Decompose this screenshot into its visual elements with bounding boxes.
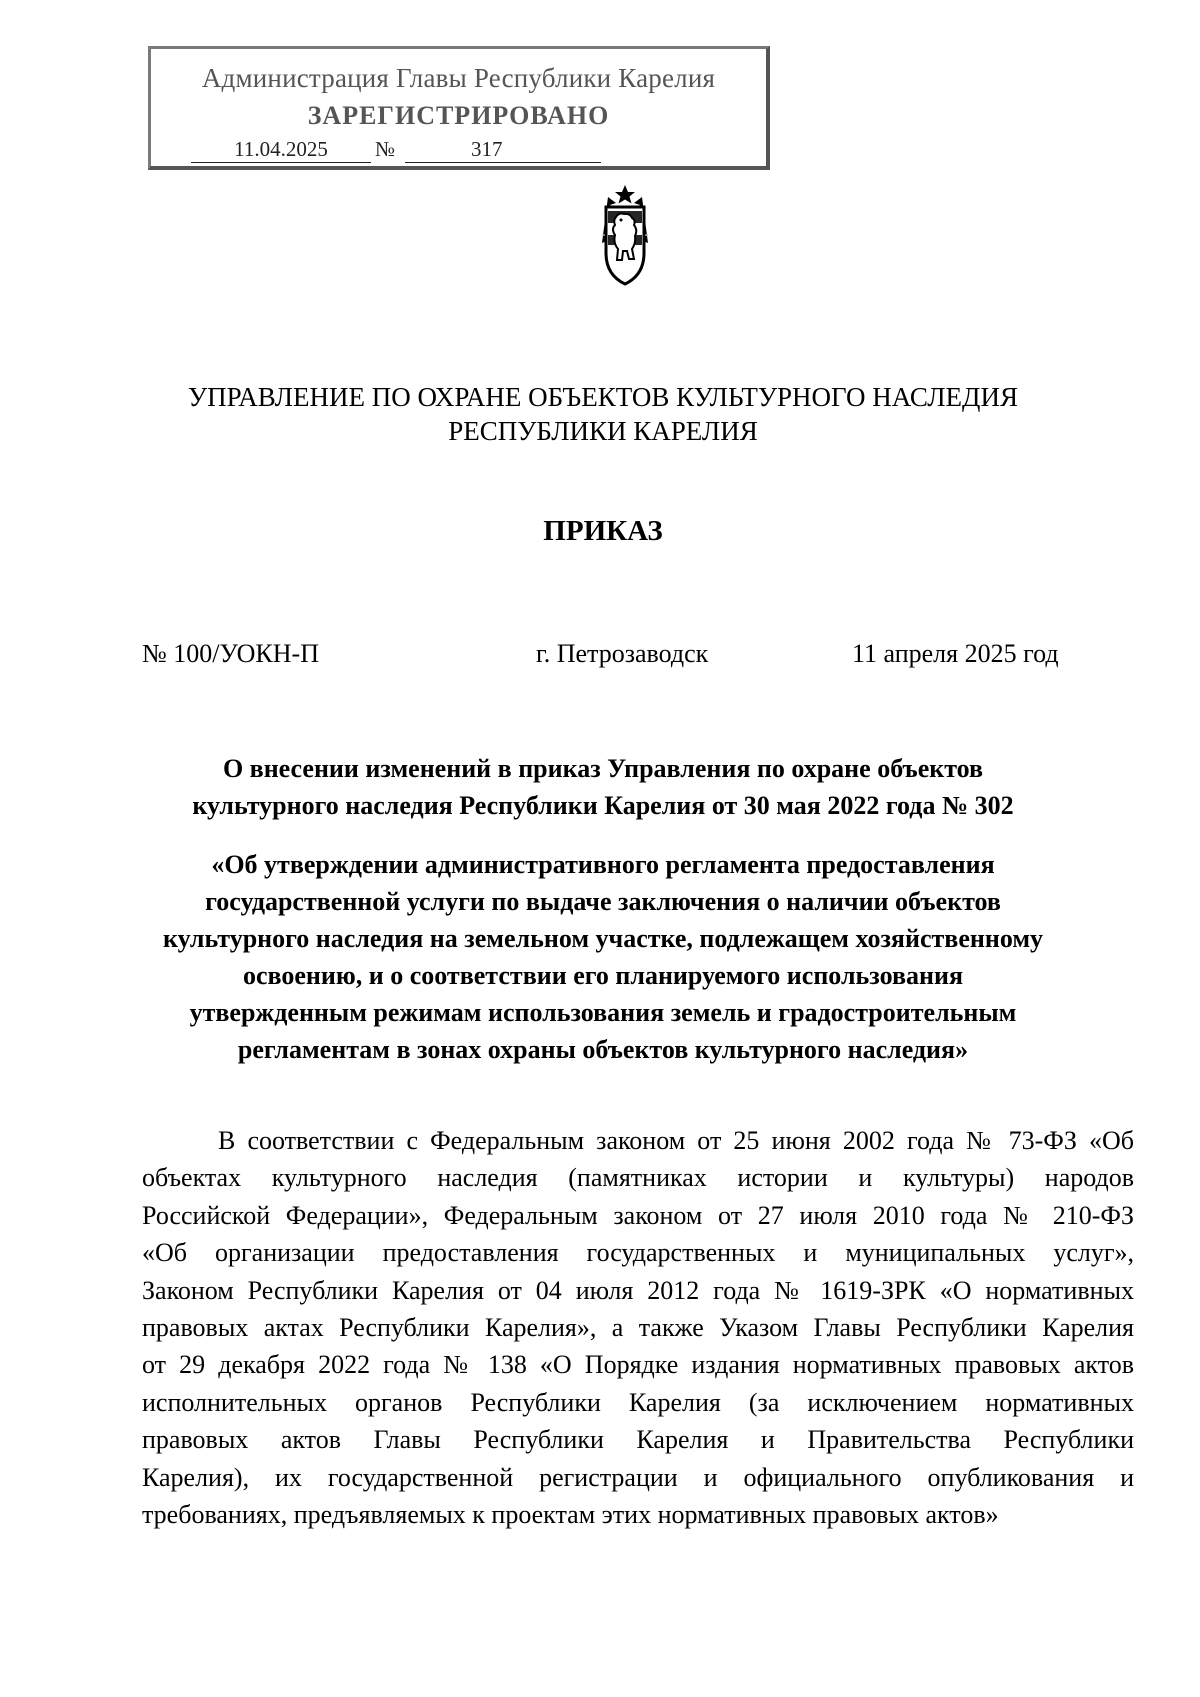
body-line: Российской Федерации», Федеральным законом от 27 июля 2010 года № 210-ФЗ [142,1200,1134,1230]
body-line: правовых актов Главы Республики Карелия и Правительства Республики [142,1425,1134,1455]
stamp-date: 11.04.2025 [191,137,371,163]
body-line: «Об организации предоставления государственных и муниципальных услуг», [142,1238,1134,1268]
stamp-registered-label: ЗАРЕГИСТРИРОВАНО [307,101,610,130]
body-paragraph [142,1122,1134,1533]
body-line: В соответствии с Федеральным законом от 25 июня 2002 года № 73-ФЗ «Об [218,1126,1134,1155]
document-type: ПРИКАЗ [543,515,663,547]
body-line: исполнительных органов Республики Карелия (за исключением нормативных [142,1387,1134,1417]
body-line: правовых актах Республики Карелия», а также Указом Главы Республики Карелия [142,1313,1134,1343]
stamp-registration-line [191,137,601,165]
title-line: культурного наследия Республики Карелия от 30 мая 2022 года № 302 [192,791,1014,820]
stamp-authority: Администрация Главы Республики Карелия [201,63,716,93]
title-line: государственной услуги по выдаче заключения о наличии объектов [205,887,1001,916]
title-line: О внесении изменений в приказ Управления по охране объектов [222,754,984,783]
title-line: утвержденным режимам использования земель и градостроительным [189,998,1017,1027]
body-line: от 29 декабря 2022 года № 138 «О Порядке издания нормативных правовых актов [142,1350,1134,1380]
order-number: № 100/УОКН-П [142,639,319,668]
body-line: Законом Республики Карелия от 04 июля 2012 года № 1619-ЗРК «О нормативных [142,1275,1134,1305]
title-line: «Об утверждении административного регламента предоставления [211,850,995,879]
organization-name-line: РЕСПУБЛИКИ КАРЕЛИЯ [448,416,758,446]
order-city: г. Петрозаводск [536,639,709,668]
title-line: культурного наследия на земельном участке, подлежащем хозяйственному [162,924,1044,953]
document-title [130,750,1076,1068]
order-date: 11 апреля 2025 год [852,639,1059,668]
body-line: требованиях, предъявляемых к проектам этих нормативных правовых актов» [142,1500,999,1530]
body-line: объектах культурного наследия (памятниках истории и культуры) народов [142,1163,1134,1193]
title-line: освоению, и о соответствии его планируемого использования [242,961,964,990]
body-line: Карелия), их государственной регистрации и официального опубликования и [142,1462,1134,1492]
coat-of-arms-icon [586,183,664,287]
registration-stamp [148,46,770,170]
title-line: регламентам в зонах охраны объектов культурного наследия» [237,1035,969,1064]
organization-name [130,380,1076,448]
stamp-number: 317 [405,137,601,163]
stamp-number-sign: № [375,137,396,161]
organization-name-line: УПРАВЛЕНИЕ ПО ОХРАНЕ ОБЪЕКТОВ КУЛЬТУРНОГО НАСЛЕДИЯ [188,382,1018,412]
